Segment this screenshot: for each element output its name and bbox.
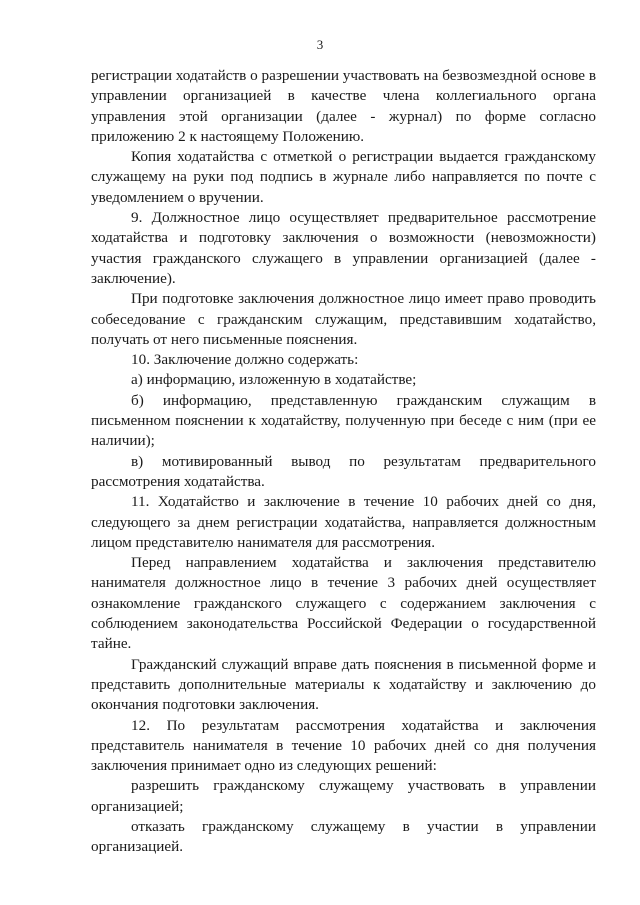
- paragraph: 10. Заключение должно содержать:: [131, 351, 359, 369]
- paragraph: отказать гражданскому служащему в участии в управлении организацией.: [91, 817, 596, 856]
- paragraph: а) информацию, изложенную в ходатайстве;: [131, 371, 417, 389]
- paragraph: регистрации ходатайств о разрешении участвовать на безвозмездной основе в управлении организацией в качестве члена коллегиального органа управления этой организации (далее - журнал) по форме согласно приложению 2 к настоящему Положению.: [91, 67, 596, 145]
- paragraph: 12. По результатам рассмотрения ходатайства и заключения представитель нанимателя в течение 10 рабочих дней со дня получения заключения принимает одно из следующих решений:: [91, 716, 596, 775]
- paragraph: 9. Должностное лицо осуществляет предварительное рассмотрение ходатайства и подготовку заключения о возможности (невозможности) участия гражданского служащего в управлении организацией (далее - заключение).: [91, 209, 596, 287]
- document-body: [91, 66, 596, 858]
- paragraph: б) информацию, представленную гражданским служащим в письменном пояснении к ходатайству, полученную при беседе с ним (при ее наличии);: [91, 391, 596, 450]
- paragraph: Перед направлением ходатайства и заключения представителю нанимателя должностное лицо в течение 3 рабочих дней осуществляет ознакомление гражданского служащего с содержанием заключения с соблюдением законодательства Российской Федерации о государственной тайне.: [91, 554, 596, 653]
- paragraph: При подготовке заключения должностное лицо имеет право проводить собеседование с гражданским служащим, представившим ходатайство, получать от него письменные пояснения.: [91, 290, 596, 348]
- paragraph: Гражданский служащий вправе дать пояснения в письменной форме и представить дополнительные материалы к ходатайству и заключению до окончания подготовки заключения.: [91, 655, 596, 714]
- paragraph: Копия ходатайства с отметкой о регистрации выдается гражданскому служащему на руки под подпись в журнале либо направляется по почте с уведомлением о вручении.: [91, 148, 596, 206]
- paragraph: 11. Ходатайство и заключение в течение 10 рабочих дней со дня, следующего за днем регистрации ходатайства, направляется должностным лицом представителю нанимателя для рассмотрения.: [91, 493, 596, 551]
- page-number: 3: [316, 37, 324, 52]
- paragraph: в) мотивированный вывод по результатам предварительного рассмотрения ходатайства.: [91, 452, 596, 490]
- paragraph: разрешить гражданскому служащему участвовать в управлении организацией;: [91, 777, 596, 815]
